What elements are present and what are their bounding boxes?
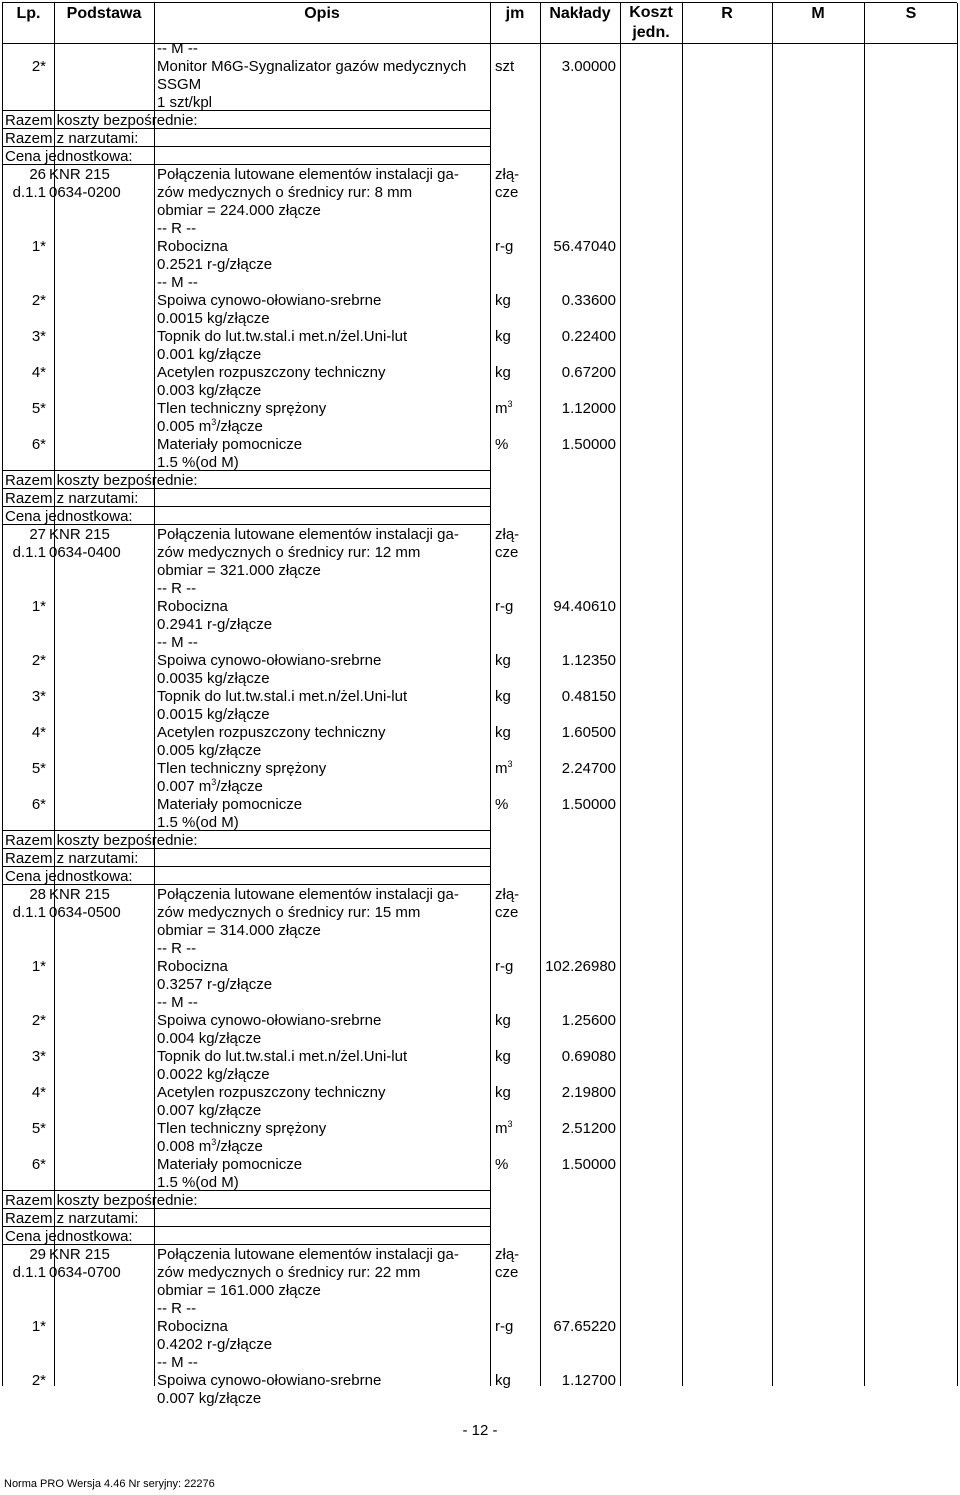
row-opis: Robocizna xyxy=(157,598,228,615)
row-jm: kg xyxy=(495,328,511,345)
row-opis: Połączenia lutowane elementów instalacji ga- xyxy=(157,1246,459,1263)
row-opis: obmiar = 321.000 złącze xyxy=(157,562,321,579)
row-opis: 0.3257 r-g/złącze xyxy=(157,976,273,993)
summary-label: Razem koszty bezpośrednie: xyxy=(5,832,198,849)
row-opis: Materiały pomocnicze xyxy=(157,796,303,813)
header-podstawa: Podstawa xyxy=(66,5,142,22)
row-podstawa: KNR 215 xyxy=(49,166,110,183)
row-opis: 0.0022 kg/złącze xyxy=(157,1066,270,1083)
superscript: 3 xyxy=(507,399,513,409)
row-opis: SSGM xyxy=(157,76,202,93)
row-opis: 1.5 %(od M) xyxy=(157,814,239,831)
row-lp: 2* xyxy=(31,652,46,669)
row-opis: Spoiwa cynowo-ołowiano-srebrne xyxy=(157,652,382,669)
row-jm: złą- xyxy=(495,526,520,543)
row-jm: kg xyxy=(495,1084,511,1101)
row-jm: r-g xyxy=(495,1318,514,1335)
superscript: 3 xyxy=(211,777,217,787)
summary-label: Razem z narzutami: xyxy=(5,1210,139,1227)
row-jm: cze xyxy=(495,1264,519,1281)
row-jm: r-g xyxy=(495,958,514,975)
row-lp: 4* xyxy=(31,724,46,741)
row-lp: 6* xyxy=(31,1156,46,1173)
row-lp: 5* xyxy=(31,400,46,417)
row-opis: -- M -- xyxy=(157,994,198,1011)
header-lp: Lp. xyxy=(16,5,41,22)
row-jm: złą- xyxy=(495,166,520,183)
summary-label: Razem z narzutami: xyxy=(5,850,139,867)
row-opis: -- R -- xyxy=(157,580,197,597)
footer-text: Norma PRO Wersja 4.46 Nr seryjny: 22276 xyxy=(4,1478,215,1490)
row-opis: Monitor M6G-Sygnalizator gazów medycznych xyxy=(157,58,467,75)
row-jm: kg xyxy=(495,652,511,669)
row-jm: r-g xyxy=(495,238,514,255)
summary-label: Cena jednostkowa: xyxy=(5,148,133,165)
row-opis: Tlen techniczny sprężony xyxy=(157,1120,327,1137)
superscript: 3 xyxy=(507,1119,513,1129)
row-naklady: 1.12000 xyxy=(561,400,616,417)
row-jm: % xyxy=(495,436,509,453)
row-opis: 1 szt/kpl xyxy=(157,94,213,111)
summary-label: Cena jednostkowa: xyxy=(5,1228,133,1245)
row-podstawa: 0634-0700 xyxy=(49,1264,121,1281)
row-naklady: 2.24700 xyxy=(561,760,616,777)
row-jm: % xyxy=(495,796,509,813)
row-lp: 2* xyxy=(31,292,46,309)
row-lp: 1* xyxy=(31,238,46,255)
row-jm: szt xyxy=(495,58,515,75)
column-divider xyxy=(54,3,55,1386)
row-naklady: 1.60500 xyxy=(561,724,616,741)
row-jm: kg xyxy=(495,1012,511,1029)
row-naklady: 2.19800 xyxy=(561,1084,616,1101)
column-divider xyxy=(620,3,621,1386)
row-opis: 0.0015 kg/złącze xyxy=(157,706,270,723)
row-opis: -- R -- xyxy=(157,940,197,957)
row-lp: 2* xyxy=(31,1012,46,1029)
row-opis: Acetylen rozpuszczony techniczny xyxy=(157,364,386,381)
row-opis: -- M -- xyxy=(157,274,198,291)
row-opis: Robocizna xyxy=(157,238,228,255)
column-divider xyxy=(772,3,773,1386)
row-lp: 2* xyxy=(31,1372,46,1389)
row-jm: $m^3$ xyxy=(495,759,513,777)
column-divider xyxy=(957,3,958,1386)
row-opis: 0.4202 r-g/złącze xyxy=(157,1336,273,1353)
row-naklady: 0.33600 xyxy=(561,292,616,309)
row-jm: $m^3$ xyxy=(495,399,513,417)
row-lp: 3* xyxy=(31,328,46,345)
row-naklady: 1.25600 xyxy=(561,1012,616,1029)
column-divider xyxy=(490,3,491,1386)
row-opis: 0.001 kg/złącze xyxy=(157,346,262,363)
row-naklady: 1.50000 xyxy=(561,436,616,453)
row-opis: obmiar = 314.000 złącze xyxy=(157,922,321,939)
row-opis: 0.0035 kg/złącze xyxy=(157,670,270,687)
row-naklady: 102.26980 xyxy=(545,958,616,975)
header-koszt-line2: jedn. xyxy=(632,24,670,41)
row-opis: Acetylen rozpuszczony techniczny xyxy=(157,1084,386,1101)
row-opis: Acetylen rozpuszczony techniczny xyxy=(157,724,386,741)
row-opis: 1.5 %(od M) xyxy=(157,454,239,471)
row-opis: 1.5 %(od M) xyxy=(157,1174,239,1191)
position-number: 29 xyxy=(29,1246,46,1263)
row-opis: 0.005 kg/złącze xyxy=(157,742,262,759)
row-podstawa: 0634-0500 xyxy=(49,904,121,921)
row-opis: Robocizna xyxy=(157,1318,228,1335)
row-opis: 0.003 kg/złącze xyxy=(157,382,262,399)
superscript: 3 xyxy=(211,1137,217,1147)
row-jm: kg xyxy=(495,1372,511,1389)
row-naklady: 0.48150 xyxy=(561,688,616,705)
row-lp: 1* xyxy=(31,1318,46,1335)
row-lp: 5* xyxy=(31,1120,46,1137)
row-lp: 6* xyxy=(31,436,46,453)
summary-label: Razem koszty bezpośrednie: xyxy=(5,472,198,489)
cost-table xyxy=(2,2,957,1407)
row-jm: złą- xyxy=(495,1246,520,1263)
row-opis: zów medycznych o średnicy rur: 12 mm xyxy=(157,544,421,561)
row-podstawa: 0634-0400 xyxy=(49,544,121,561)
row-naklady: 67.65220 xyxy=(553,1318,616,1335)
row-opis: 0.005 $m^3$/złącze xyxy=(157,417,263,435)
row-lp: 5* xyxy=(31,760,46,777)
row-lp: 4* xyxy=(31,1084,46,1101)
header-koszt xyxy=(620,3,682,43)
summary-label: Cena jednostkowa: xyxy=(5,868,133,885)
column-divider xyxy=(682,3,683,1386)
row-naklady: 1.50000 xyxy=(561,796,616,813)
row-naklady: 1.50000 xyxy=(561,1156,616,1173)
summary-label: Razem z narzutami: xyxy=(5,130,139,147)
row-opis: -- M -- xyxy=(157,40,198,57)
column-divider xyxy=(154,3,155,1386)
column-divider xyxy=(864,3,865,1386)
row-opis: Połączenia lutowane elementów instalacji ga- xyxy=(157,166,459,183)
row-lp: 3* xyxy=(31,688,46,705)
row-lp: 4* xyxy=(31,364,46,381)
row-jm: cze xyxy=(495,184,519,201)
header-jm: jm xyxy=(505,5,525,22)
row-naklady: 2.51200 xyxy=(561,1120,616,1137)
row-lp: 3* xyxy=(31,1048,46,1065)
header-naklady: Nakłady xyxy=(549,5,611,22)
header-r: R xyxy=(721,5,733,22)
row-opis: Topnik do lut.tw.stal.i met.n/żel.Uni-lut xyxy=(157,1048,408,1065)
page-number: - 12 - xyxy=(462,1422,498,1439)
row-jm: r-g xyxy=(495,598,514,615)
row-opis: zów medycznych o średnicy rur: 8 mm xyxy=(157,184,413,201)
row-naklady: 56.47040 xyxy=(553,238,616,255)
row-opis: Spoiwa cynowo-ołowiano-srebrne xyxy=(157,1012,382,1029)
row-jm: $m^3$ xyxy=(495,1119,513,1137)
row-naklady: 0.69080 xyxy=(561,1048,616,1065)
row-lp: 1* xyxy=(31,958,46,975)
position-number: 28 xyxy=(29,886,46,903)
row-opis: Spoiwa cynowo-ołowiano-srebrne xyxy=(157,1372,382,1389)
header-m: M xyxy=(811,5,825,22)
position-number: d.1.1 xyxy=(12,904,46,921)
row-jm: kg xyxy=(495,1048,511,1065)
row-opis: obmiar = 224.000 złącze xyxy=(157,202,321,219)
row-opis: -- R -- xyxy=(157,1300,197,1317)
row-jm: złą- xyxy=(495,886,520,903)
summary-label: Razem z narzutami: xyxy=(5,490,139,507)
row-lp: 2* xyxy=(31,58,46,75)
row-opis: 0.2521 r-g/złącze xyxy=(157,256,273,273)
row-opis: 0.007 kg/złącze xyxy=(157,1390,262,1407)
summary-label: Razem koszty bezpośrednie: xyxy=(5,1192,198,1209)
row-opis: Topnik do lut.tw.stal.i met.n/żel.Uni-lut xyxy=(157,328,408,345)
row-naklady: 0.22400 xyxy=(561,328,616,345)
row-opis: -- M -- xyxy=(157,1354,198,1371)
row-opis: -- M -- xyxy=(157,634,198,651)
row-naklady: 1.12350 xyxy=(561,652,616,669)
row-opis: zów medycznych o średnicy rur: 15 mm xyxy=(157,904,421,921)
row-opis: Topnik do lut.tw.stal.i met.n/żel.Uni-lut xyxy=(157,688,408,705)
row-opis: obmiar = 161.000 złącze xyxy=(157,1282,321,1299)
position-number: d.1.1 xyxy=(12,184,46,201)
row-jm: kg xyxy=(495,292,511,309)
row-podstawa: KNR 215 xyxy=(49,526,110,543)
position-number: 26 xyxy=(29,166,46,183)
header-s: S xyxy=(905,5,917,22)
row-opis: zów medycznych o średnicy rur: 22 mm xyxy=(157,1264,421,1281)
row-lp: 6* xyxy=(31,796,46,813)
row-jm: kg xyxy=(495,724,511,741)
row-opis: 0.2941 r-g/złącze xyxy=(157,616,273,633)
header-opis: Opis xyxy=(304,5,340,22)
row-naklady: 0.67200 xyxy=(561,364,616,381)
row-opis: Tlen techniczny sprężony xyxy=(157,760,327,777)
position-number: d.1.1 xyxy=(12,544,46,561)
row-opis: Połączenia lutowane elementów instalacji ga- xyxy=(157,886,459,903)
row-jm: kg xyxy=(495,688,511,705)
row-opis: 0.008 $m^3$/złącze xyxy=(157,1137,263,1155)
row-jm: % xyxy=(495,1156,509,1173)
row-podstawa: 0634-0200 xyxy=(49,184,121,201)
superscript: 3 xyxy=(507,759,513,769)
position-number: 27 xyxy=(29,526,46,543)
row-naklady: 1.12700 xyxy=(561,1372,616,1389)
position-number: d.1.1 xyxy=(12,1264,46,1281)
row-jm: kg xyxy=(495,364,511,381)
row-opis: Spoiwa cynowo-ołowiano-srebrne xyxy=(157,292,382,309)
row-opis: -- R -- xyxy=(157,220,197,237)
row-opis: 0.004 kg/złącze xyxy=(157,1030,262,1047)
header-koszt-line1: Koszt xyxy=(629,4,673,21)
row-opis: Połączenia lutowane elementów instalacji ga- xyxy=(157,526,459,543)
row-jm: cze xyxy=(495,544,519,561)
row-opis: 0.007 kg/złącze xyxy=(157,1102,262,1119)
superscript: 3 xyxy=(211,417,217,427)
summary-label: Razem koszty bezpośrednie: xyxy=(5,112,198,129)
row-opis: Materiały pomocnicze xyxy=(157,1156,303,1173)
row-opis: Robocizna xyxy=(157,958,228,975)
row-opis: 0.0015 kg/złącze xyxy=(157,310,270,327)
row-naklady: 3.00000 xyxy=(561,58,616,75)
row-podstawa: KNR 215 xyxy=(49,886,110,903)
row-lp: 1* xyxy=(31,598,46,615)
row-opis: Materiały pomocnicze xyxy=(157,436,303,453)
row-podstawa: KNR 215 xyxy=(49,1246,110,1263)
row-jm: cze xyxy=(495,904,519,921)
row-opis: 0.007 $m^3$/złącze xyxy=(157,777,263,795)
summary-label: Cena jednostkowa: xyxy=(5,508,133,525)
row-opis: Tlen techniczny sprężony xyxy=(157,400,327,417)
row-naklady: 94.40610 xyxy=(553,598,616,615)
